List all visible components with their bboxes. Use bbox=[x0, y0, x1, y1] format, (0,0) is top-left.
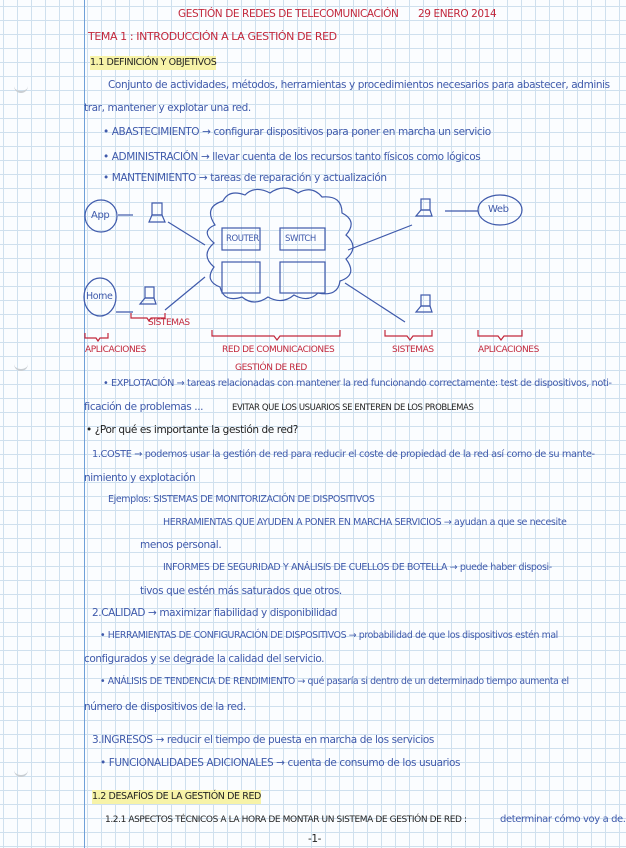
calidad-line: configurados y se degrade la calidad del servicio. bbox=[84, 653, 325, 665]
ejemplos-line: HERRAMIENTAS QUE AYUDEN A PONER EN MARCHA SERVICIOS → ayudan a que se necesite bbox=[163, 517, 567, 528]
bullet-administracion: • ADMINISTRACIÓN → llevar cuenta de los recursos tanto físicos como lógicos bbox=[103, 151, 481, 163]
section-heading-1-2: 1.2 DESAFÍOS DE LA GESTIÓN DE RED bbox=[92, 791, 261, 802]
home-label: Home bbox=[86, 291, 113, 302]
page-number: -1- bbox=[308, 833, 322, 845]
laptop-icon bbox=[416, 295, 432, 312]
course-title: GESTIÓN DE REDES DE TELECOMUNICACIÓN bbox=[178, 8, 399, 20]
ingresos-line: • FUNCIONALIDADES ADICIONALES → cuenta de consumo de los usuarios bbox=[100, 757, 461, 769]
laptop-icon bbox=[416, 199, 432, 216]
explotacion-line: ficación de problemas ... bbox=[84, 401, 204, 413]
subsection-1-2-1: 1.2.1 ASPECTOS TÉCNICOS A LA HORA DE MONTAR UN SISTEMA DE GESTIÓN DE RED : bbox=[105, 815, 467, 825]
calidad-line: • HERRAMIENTAS DE CONFIGURACIÓN DE DISPOSITIVOS → probabilidad de que los dispositivos estén mal bbox=[100, 630, 558, 641]
calidad-line: número de dispositivos de la red. bbox=[84, 701, 246, 713]
definition-line: trar, mantener y explotar una red. bbox=[84, 102, 251, 114]
bullet-mantenimiento: • MANTENIMIENTO → tareas de reparación y actualización bbox=[103, 172, 387, 184]
aplicaciones-label: APLICACIONES bbox=[85, 345, 146, 355]
section-heading-1-1: 1.1 DEFINICIÓN Y OBJETIVOS bbox=[90, 57, 217, 68]
router-label: ROUTER bbox=[226, 234, 259, 244]
device-box bbox=[280, 262, 325, 293]
definition-line: Conjunto de actividades, métodos, herramientas y procedimientos necesarios para abastecer, adminis bbox=[108, 79, 610, 91]
coste-line: 1.COSTE → podemos usar la gestión de red para reducir el coste de propiedad de la red así como de su mante- bbox=[92, 449, 595, 460]
web-label: Web bbox=[488, 204, 509, 215]
subsection-note: determinar cómo voy a de. bbox=[500, 814, 626, 825]
aplicaciones-label: APLICACIONES bbox=[478, 345, 539, 355]
sistemas-label: SISTEMAS bbox=[148, 318, 190, 328]
device-box bbox=[222, 262, 260, 293]
gestion-de-red-label: GESTIÓN DE RED bbox=[235, 363, 307, 373]
explotacion-line: • EXPLOTACIÓN → tareas relacionadas con mantener la red funcionando correctamente: test de dispositivos, noti- bbox=[103, 378, 612, 389]
ejemplos-line: menos personal. bbox=[140, 539, 222, 551]
explotacion-note: EVITAR QUE LOS USUARIOS SE ENTEREN DE LOS PROBLEMAS bbox=[232, 403, 474, 413]
app-label: App bbox=[91, 210, 110, 221]
coste-line: nimiento y explotación bbox=[84, 472, 196, 484]
laptop-icon bbox=[140, 287, 156, 304]
ejemplos-line: tivos que estén más saturados que otros. bbox=[140, 585, 342, 597]
red-comunicaciones-label: RED DE COMUNICACIONES bbox=[222, 345, 335, 355]
sistemas-label: SISTEMAS bbox=[392, 345, 434, 355]
calidad-line: • ANÁLISIS DE TENDENCIA DE RENDIMIENTO → qué pasaría si dentro de un determinado tiempo aumenta el bbox=[100, 676, 569, 687]
ingresos-line: 3.INGRESOS → reducir el tiempo de puesta en marcha de los servicios bbox=[92, 734, 434, 746]
switch-label: SWITCH bbox=[285, 234, 316, 244]
bullet-abastecimiento: • ABASTECIMIENTO → configurar dispositivos para poner en marcha un servicio bbox=[103, 126, 491, 138]
topic-title: TEMA 1 : INTRODUCCIÓN A LA GESTIÓN DE RED bbox=[88, 30, 337, 43]
why-question: • ¿Por qué es importante la gestión de red? bbox=[86, 424, 298, 436]
ejemplos-line: INFORMES DE SEGURIDAD Y ANÁLISIS DE CUELLOS DE BOTELLA → puede haber disposi- bbox=[163, 562, 552, 573]
laptop-icon bbox=[149, 203, 165, 222]
date: 29 ENERO 2014 bbox=[418, 8, 497, 20]
calidad-line: 2.CALIDAD → maximizar fiabilidad y disponibilidad bbox=[92, 607, 338, 619]
ejemplos-line: Ejemplos: SISTEMAS DE MONITORIZACIÓN DE DISPOSITIVOS bbox=[108, 494, 375, 505]
